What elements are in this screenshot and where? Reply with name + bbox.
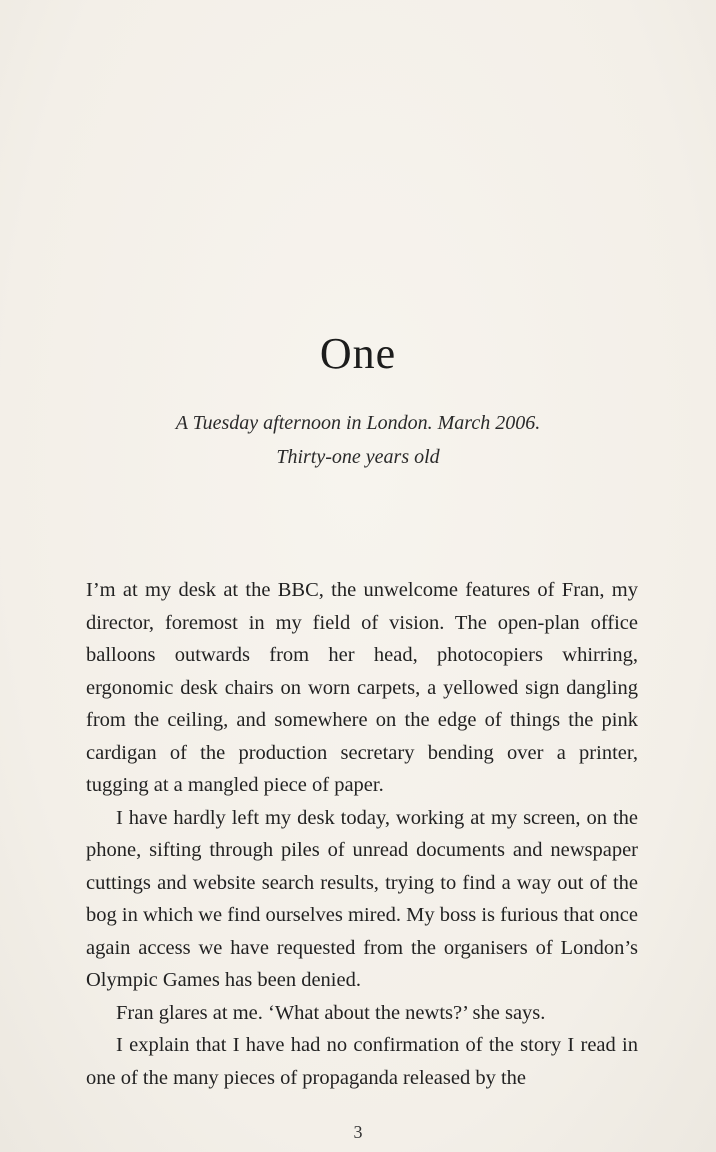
chapter-title: One <box>319 329 397 378</box>
paragraph: I’m at my desk at the BBC, the unwelcome features of Fran, my director, foremost in my field of vision. The open-plan office balloons outwards from her head, photocopiers whirring, ergonomic desk chairs on worn carpets, a yellowed sign dangling from the ceiling, and somewhere on the edge of things the pink cardigan of the production secretary bending over a printer, tugging at a mangled piece of paper. <box>86 579 638 796</box>
paragraph: I explain that I have had no confirmation of the story I read in one of the many pieces of propaganda released by the <box>86 1034 638 1089</box>
paragraph: Fran glares at me. ‘What about the newts?’ she says. <box>116 1001 546 1024</box>
paragraph: I have hardly left my desk today, working at my screen, on the phone, sifting through piles of unread documents and newspaper cuttings and website search results, trying to find a way out of the bog in which we find ourselves mired. My boss is furious that once again access we have requested from the organisers of London’s Olympic Games has been denied. <box>86 806 638 991</box>
page-number: 3 <box>353 1122 363 1142</box>
chapter-subtitle-age: Thirty-one years old <box>276 446 440 468</box>
chapter-body <box>86 574 638 1094</box>
chapter-subtitle-setting: A Tuesday afternoon in London. March 2006. <box>175 412 541 434</box>
